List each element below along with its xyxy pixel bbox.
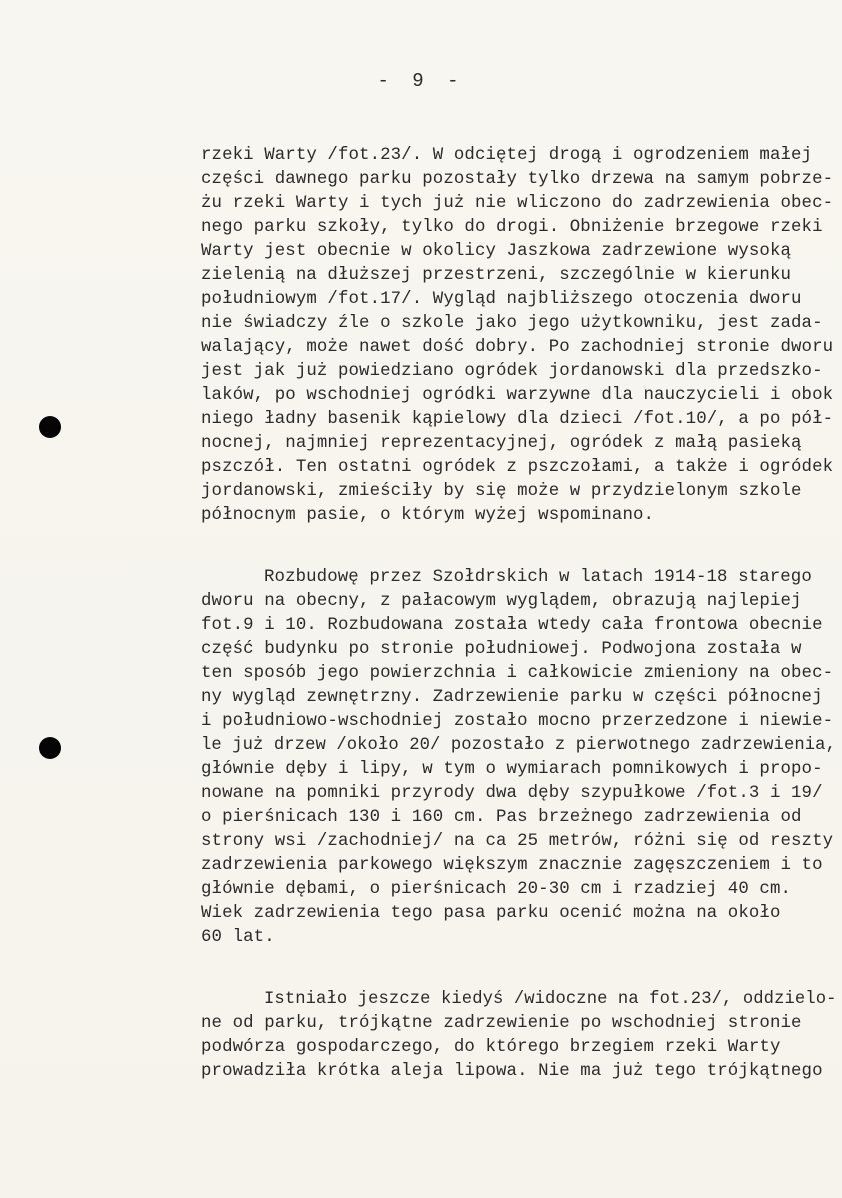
text-line: nie świadczy źle o szkole jako jego użytkowniku, jest zada- (201, 314, 823, 333)
text-line: Wiek zadrzewienia tego pasa parku ocenić można na około (201, 904, 781, 923)
text-line: zadrzewienia parkowego większym znacznie zagęszczeniem i to (201, 856, 823, 875)
text-line: prowadziła krótka aleja lipowa. Nie ma już tego trójkątnego (201, 1062, 823, 1081)
text-line: nego parku szkoły, tylko do drogi. Obniżenie brzegowe rzeki (201, 218, 823, 237)
text-line: nocnej, najmniej reprezentacyjnej, ogródek z małą pasieką (201, 434, 802, 453)
text-line: jordanowski, zmieściły by się może w przydzielonym szkole (201, 482, 802, 501)
text-line: część budynku po stronie południowej. Podwojona została w (201, 640, 802, 659)
punch-hole-top (39, 416, 61, 438)
page-number: - 9 - (377, 70, 465, 92)
text-line: podwórza gospodarczego, do którego brzegiem rzeki Warty (201, 1038, 781, 1057)
text-line: niego ładny basenik kąpielowy dla dzieci /fot.10/, a po pół- (201, 410, 834, 429)
text-line: ten sposób jego powierzchnia i całkowicie zmieniony na obec- (201, 664, 834, 683)
text-line: ne od parku, trójkątne zadrzewienie po wschodniej stronie (201, 1014, 802, 1033)
text-line: głównie dęby i lipy, w tym o wymiarach pomnikowych i propo- (201, 760, 823, 779)
text-line: dworu na obecny, z pałacowym wyglądem, obrazują najlepiej (201, 592, 802, 611)
text-line: rzeki Warty /fot.23/. W odciętej drogą i ogrodzeniem małej (201, 146, 813, 165)
punch-hole-bottom (39, 737, 61, 759)
text-line: i południowo-wschodniej zostało mocno przerzedzone i niewie- (201, 712, 834, 731)
text-line: le już drzew /około 20/ pozostało z pierwotnego zadrzewienia, (201, 736, 836, 755)
text-line: Istniało jeszcze kiedyś /widoczne na fot.23/, oddzielo- (264, 990, 837, 1009)
text-line: nowane na pomniki przyrody dwa dęby szypułkowe /fot.3 i 19/ (201, 784, 823, 803)
text-line: Rozbudowę przez Szołdrskich w latach 1914-18 starego (264, 568, 812, 587)
text-line: ny wygląd zewnętrzny. Zadrzewienie parku w części północnej (201, 688, 823, 707)
text-line: pszczół. Ten ostatni ogródek z pszczołami, a także i ogródek (201, 458, 834, 477)
text-line: o pierśnicach 130 i 160 cm. Pas brzeżnego zadrzewienia od (201, 808, 802, 827)
text-line: zielenią na dłuższej przestrzeni, szczególnie w kierunku (201, 266, 792, 285)
text-line: żu rzeki Warty i tych już nie wliczono do zadrzewienia obec- (201, 194, 834, 213)
text-line: fot.9 i 10. Rozbudowana została wtedy cała frontowa obecnie (201, 616, 823, 635)
text-line: laków, po wschodniej ogródki warzywne dla nauczycieli i obok (201, 386, 834, 405)
text-line: głównie dębami, o pierśnicach 20-30 cm i rzadziej 40 cm. (201, 880, 792, 899)
text-line: części dawnego parku pozostały tylko drzewa na samym pobrze- (201, 170, 834, 189)
text-line: walający, może nawet dość dobry. Po zachodniej stronie dworu (201, 338, 834, 357)
text-line: strony wsi /zachodniej/ na ca 25 metrów, różni się od reszty (201, 832, 834, 851)
text-line: jest jak już powiedziano ogródek jordanowski dla przedszko- (201, 362, 823, 381)
text-line: Warty jest obecnie w okolicy Jaszkowa zadrzewione wysoką (201, 242, 792, 261)
text-line: północnym pasie, o którym wyżej wspominano. (201, 506, 655, 525)
text-line: 60 lat. (201, 928, 275, 947)
text-line: południowym /fot.17/. Wygląd najbliższego otoczenia dworu (201, 290, 802, 309)
